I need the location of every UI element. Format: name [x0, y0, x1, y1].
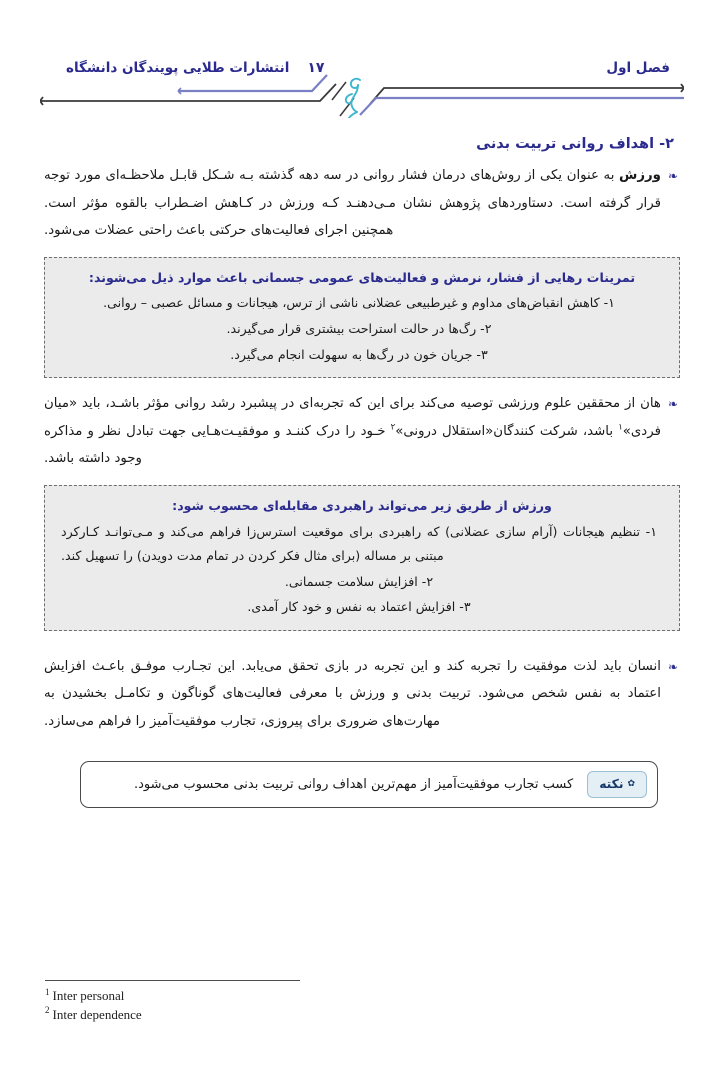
paragraph-2 [44, 390, 678, 473]
info-box-2-item: ۱- تنظیم هیجانات (آرام سازی عضلانی) که راهبردی برای موقعیت استرس‌زا فراهم می‌کند و مـی‌توانـد کـارکرد مبتنی بر مساله (برای مثال فکر کردن در تمام مدت دویدن) را تسهیل کند. [61, 523, 657, 564]
info-box-1-item: ۱- کاهش انقباض‌های مداوم و غیرطبیعی عضلانی ناشی از ترس، هیجانات و مسائل عصبی – روانی. [103, 295, 615, 311]
note-callout-box [80, 761, 658, 808]
footnote-separator-rule [45, 980, 300, 981]
footnote-ref-2: ۲ [390, 422, 396, 433]
info-box-1 [44, 257, 680, 379]
info-box-1-title: تمرینات رهایی از فشار، نرمش و فعالیت‌های عمومی جسمانی باعث موارد ذیل می‌شوند: [88, 269, 636, 285]
footnote-text: Inter dependence [52, 1006, 142, 1022]
info-box-2-list [61, 520, 663, 620]
info-box-2 [44, 485, 680, 631]
note-badge-label: نکته [599, 777, 624, 792]
info-box-1-list [61, 291, 663, 367]
flower-icon: ✿ [627, 779, 635, 790]
section-title: ۲- اهداف روانی تربیت بدنی [476, 136, 674, 152]
footnote-marker: 1 [45, 986, 50, 997]
note-badge [587, 771, 647, 798]
page-header [40, 46, 684, 118]
floret-bullet-icon: ❧ [667, 659, 678, 674]
document-page [0, 46, 724, 1070]
note-text: کسب تجارب موفقیت‌آمیز از مهم‌ترین اهداف روانی تربیت بدنی محسوب می‌شود. [133, 777, 574, 793]
info-box-1-item: ۲- رگ‌ها در حالت استراحت بیشتری قرار می‌گیرند. [226, 321, 492, 337]
floret-bullet-icon: ❧ [667, 169, 678, 183]
info-box-2-title: ورزش از طریق زیر می‌تواند راهبردی مقابله‌ای محسوب شود: [172, 497, 552, 513]
info-box-1-item: ۳- جریان خون در رگ‌ها به سهولت انجام می‌گیرد. [230, 346, 488, 362]
paragraph-3-text: انسان باید لذت موفقیت را تجربه کند و این تجربه در بازی تحقق می‌یابد. این تجـارب موفـق باعـث افزایش اعتماد به نفس شخص می‌شود. تربیت بدنی و ورزش با معرفی فعالیت‌های گوناگون و تکامـل بخشیدن به مهارت‌های ضروری برای پیروزی، تجارب موفقیت‌آمیز را فراهم می‌سازد. [44, 658, 661, 729]
paragraph-1-lead: ورزش [619, 168, 661, 183]
paragraph-1 [44, 162, 678, 245]
header-rule-ornament-icon [40, 74, 684, 118]
footnote-ref-1: ۱ [618, 422, 623, 433]
footnote-marker: 2 [45, 1005, 50, 1016]
footnote-item [45, 1006, 684, 1024]
paragraph-2-part-2: باشد، شرکت کنندگان«استقلال درونی» [395, 423, 619, 439]
header-chapter-label: فصل اول [606, 60, 670, 76]
header-page-number: ۱۷ [307, 60, 325, 76]
paragraph-3 [44, 653, 678, 736]
info-box-2-item: ۳- افزایش اعتماد به نفس و خود کار آمدی. [247, 599, 471, 615]
header-publisher-label: انتشارات طلایی پویندگان دانشگاه [66, 60, 290, 76]
floret-bullet-icon: ❧ [667, 397, 678, 412]
paragraph-2-part-3: خـود را درک کننـد و موفقیـت‌هـایی جهت تبادل نظر و مذاکره وجود داشته باشد. [44, 423, 391, 467]
info-box-2-item: ۲- افزایش سلامت جسمانی. [284, 573, 434, 589]
footnote-text: Inter personal [52, 988, 125, 1004]
paragraph-2-part-1: هان از محققین علوم ورزشی توصیه می‌کند برای این که تجربه‌ای در پیشبرد رشد روانی مؤثر باشـد، باید «میان فردی» [44, 396, 661, 439]
footnote-item [45, 987, 684, 1005]
paragraph-1-text [44, 162, 661, 245]
paragraph-1-body: به عنوان یکی از روش‌های درمان فشار روانی در سه دهه گذشته بـه شـکل قابـل ملاحظـه‌ای مورد توجه قرار گرفته است. دستاوردهای پژوهش نشان مـی‌دهنـد کـه ورزش در کـاهش اضـطراب بالقوه مؤثر است. همچنین اجرای فعالیت‌های حرکتی باعث راحتی عضلات می‌شود. [44, 168, 661, 239]
paragraph-2-text [44, 390, 661, 473]
footnotes-area [40, 980, 684, 1024]
